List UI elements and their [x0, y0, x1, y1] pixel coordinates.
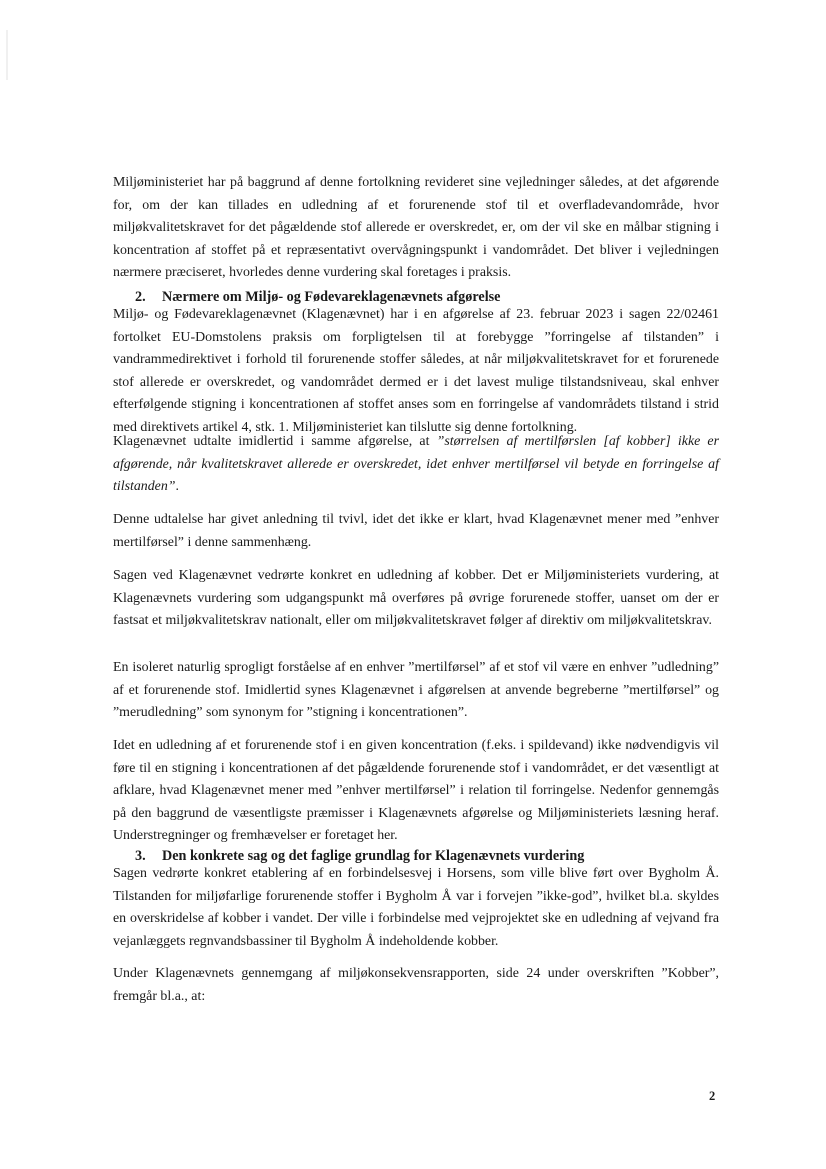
- statement-end: .: [175, 479, 179, 495]
- section-title: Den konkrete sag og det faglige grundlag for Klagenævnets vurdering: [162, 848, 585, 864]
- paragraph-clarification: Idet en udledning af et forurenende stof i en given koncentration (f.eks. i spildevand) ikke nødvendigvis vil føre til en stigning i koncentrationen af det pågældende forurenende stof i vandområdet, er det væsentligt at afklare, hvad Klagenævnet mener med ”enhver mertilførsel” i relation til forringelse. Nedenfor gennemgås på den baggrund de væsentligste præmisser i Klagenævnets afgørelse og Miljøministeriets læsning heraf. Understregninger og fremhævelser er foretaget her.: [113, 738, 719, 844]
- section-number: 3.: [135, 848, 146, 864]
- paragraph-board-statement: [113, 431, 719, 499]
- statement-quote: ”størrelsen af mertilførslen [af kobber] ikke er afgørende, når kvalitetskravet allerede er overskredet, idet enhver mertilførsel vil betyde en forringelse af tilstanden”: [113, 434, 719, 495]
- section-number: 2.: [135, 289, 146, 305]
- scan-edge-mark: [6, 30, 8, 80]
- page-number: 2: [709, 1089, 716, 1103]
- paragraph-board-decision: Miljø- og Fødevareklagenævnet (Klagenævnet) har i en afgørelse af 23. februar 2023 i sagen 22/02461 fortolket EU-Domstolens praksis om forpligtelsen til at forebygge ”forringelse af tilstanden” i vandrammedirektivet i forhold til forurenende stoffer således, at når miljøkvalitetskravet for et forurenede stof allerede er overskredet, og vandområdet dermed er i det lavest mulige tilstandsniveau, skal enhver efterfølgende stigning i koncentrationen af stoffet anses som en forringelse af vandområdets tilstand i strid med direktivets artikel 4, stk. 1. Miljøministeriet kan tilslutte sig denne fortolkning.: [113, 307, 719, 435]
- paragraph-report-review: Under Klagenævnets gennemgang af miljøkonsekvensrapporten, side 24 under overskriften ”Kobber”, fremgår bl.a., at:: [113, 966, 719, 1004]
- paragraph-guidance-revision: Miljøministeriet har på baggrund af denne fortolkning revideret sine vejledninger således, at det afgørende for, om der kan tillades en udledning af et forurenende stof til et overfladevandområde, hvor miljøkvalitetskravet for det pågældende stof allerede er overskredet, er, om der vil ske en målbar stigning i koncentration af stoffet på et repræsentativt overvågningspunkt i vandområdet. Det bliver i vejledningen nærmere præciseret, hvorledes denne vurdering skal foretages i praksis.: [113, 175, 719, 281]
- paragraph-linguistic: En isoleret naturlig sprogligt forståelse af en enhver ”mertilførsel” af et stof vil være en enhver ”udledning” af et forurenende stof. Imidlertid synes Klagenævnet i afgørelsen at anvende begreberne ”mertilførsel” og ”merudledning” som synonym for ”stigning i koncentrationen”.: [113, 660, 719, 721]
- statement-lead: Klagenævnet udtalte imidlertid i samme afgørelse, at: [113, 434, 437, 449]
- paragraph-doubt: Denne udtalelse har givet anledning til tvivl, idet det ikke er klart, hvad Klagenævnet mener med ”enhver mertilførsel” i denne sammenhæng.: [113, 512, 719, 550]
- paragraph-copper-case: Sagen ved Klagenævnet vedrørte konkret en udledning af kobber. Det er Miljøministeriets vurdering, at Klagenævnets vurdering som udgangspunkt må overføres på øvrige forurenede stoffer, uanset om der er fastsat et miljøkvalitetskrav nationalt, eller om miljøkvalitetskravet følger af direktiv om miljøkvalitetskrav.: [113, 568, 719, 629]
- section-title: Nærmere om Miljø- og Fødevareklagenævnets afgørelse: [162, 289, 501, 305]
- paragraph-case-description: Sagen vedrørte konkret etablering af en forbindelsesvej i Horsens, som ville blive ført over Bygholm Å. Tilstanden for miljøfarlige forurenende stoffer i Bygholm Å var i forvejen ”ikke-god”, hvilket bl.a. skyldes en overskridelse af kobber i vandet. Der ville i forbindelse med vejprojektet ske en udledning af vejvand fra vejanlæggets regnvandsbassiner til Bygholm Å indeholdende kobber.: [113, 866, 719, 949]
